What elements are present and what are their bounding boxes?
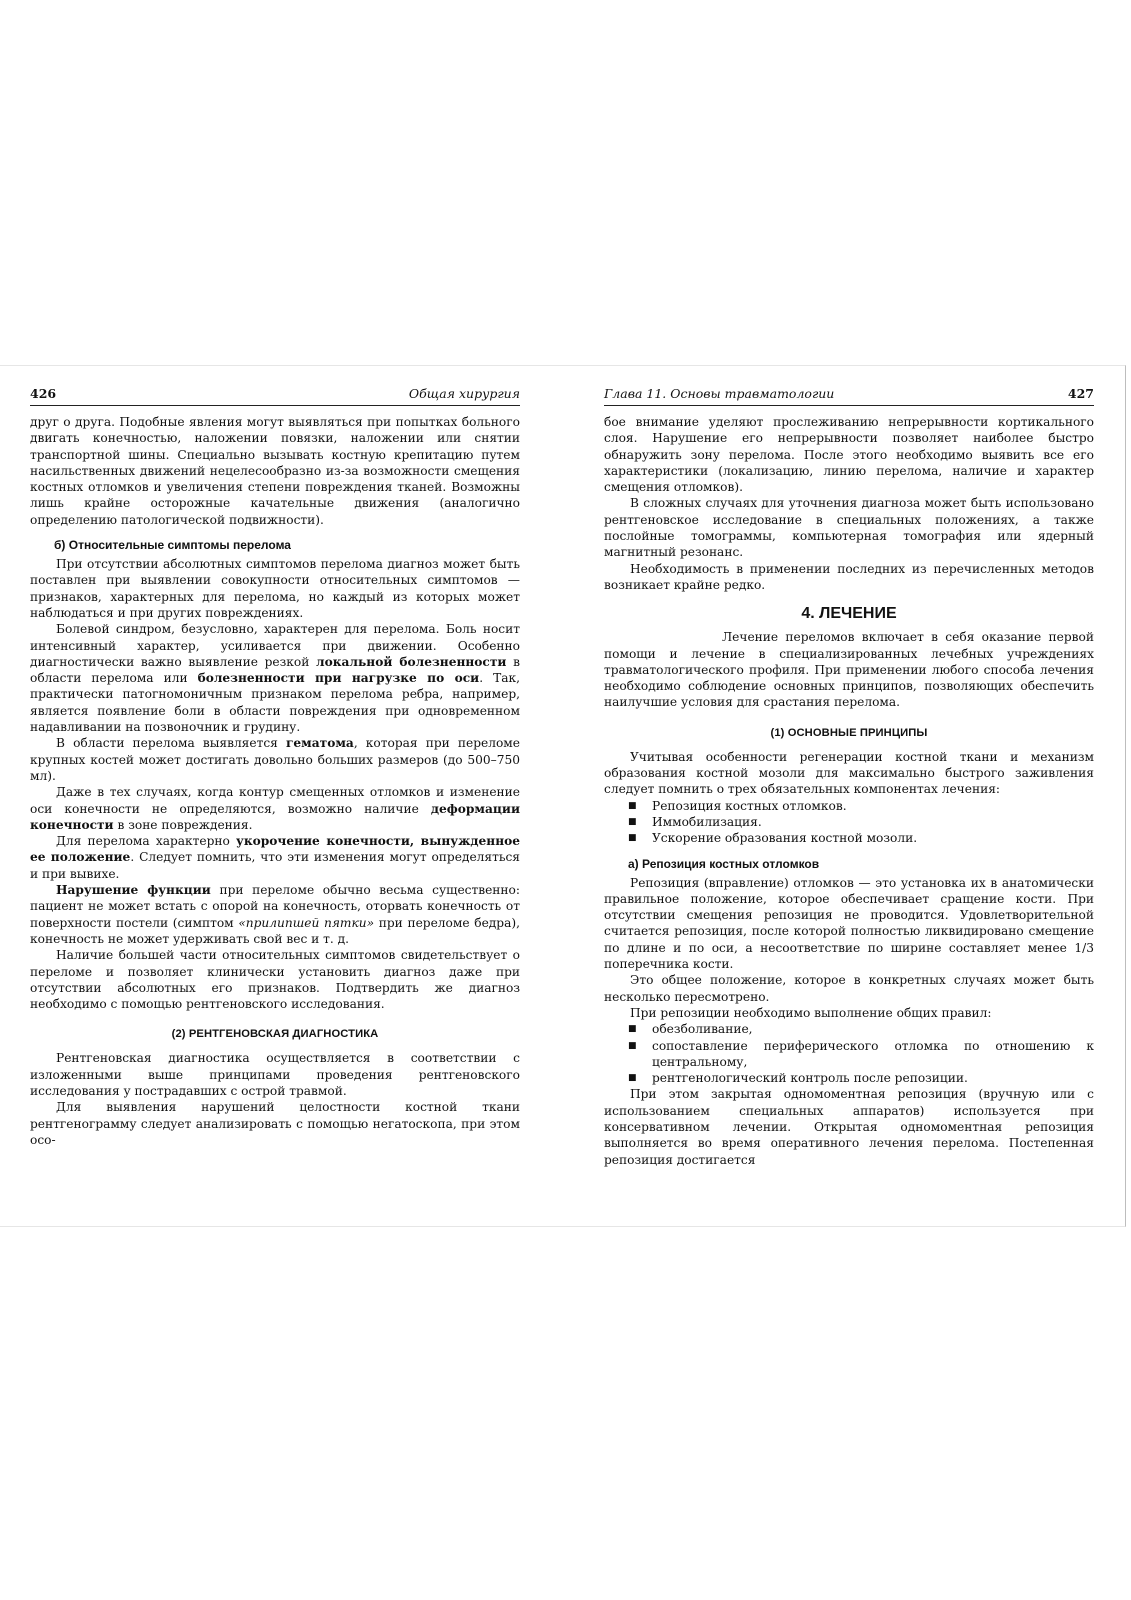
bullet-list [604, 798, 1094, 847]
bullet-icon: ■ [628, 800, 637, 811]
section-subheading: (2) РЕНТГЕНОВСКАЯ ДИАГНОСТИКА [171, 1028, 379, 1041]
paragraph: Учитывая особенности регенерации костной ткани и механизм образования костной мозоли для максимально быстрого заживления следует помнить о трех обязательных компонентах лечения: [604, 749, 1094, 797]
paragraph: Необходимость в применении последних из перечисленных методов возникает крайне редко. [604, 561, 1094, 592]
paragraph: Это общее положение, которое в конкретных случаях может быть несколько пересмотрено. [604, 973, 1094, 1004]
right-running-title: Глава 11. Основы травматологии [604, 386, 835, 401]
paragraph: Для выявления нарушений целостности костной ткани рентгенограмму следует анализировать с помощью негатоскопа, при этом осо- [30, 1100, 520, 1147]
right-page-number: 427 [1067, 386, 1094, 401]
bullet-icon: ■ [628, 816, 637, 827]
paragraph: При отсутствии абсолютных симптомов перелома диагноз может быть поставлен при выявлении совокупности относительных симптомов — признаков, характерных для перелома, но каждый из которых может наблюдаться и при других повреждениях. [30, 557, 520, 620]
right-running-head [604, 386, 1094, 406]
paragraph: бое внимание уделяют прослеживанию непрерывности кортикального слоя. Нарушение его непрерывности позволяет наиболее быстро обнаружить зону перелома. После этого необходимо выявить все его характеристики (локализацию, линию перелома, наличие и характер смещения отломков). [604, 415, 1094, 495]
left-running-title: Общая хирургия [408, 386, 520, 401]
left-running-head [30, 386, 520, 406]
paragraph: Репозиция (вправление) отломков — это установка их в анатомически правильное положение, которое обеспечивает сращение кости. При отсутствии смещения репозиция не проводится. Удовлетворительной считается репозиция, после которой полностью ликвидировано смещение по длине и по оси, а несоответствие по ширине составляет менее 1/3 поперечника кости. [604, 875, 1094, 972]
subheading: а) Репозиция костных отломков [628, 856, 820, 871]
paragraph: При этом закрытая одномоментная репозиция (вручную или с использованием специальных аппаратов) используется при консервативном лечении. Открытая одномоментная репозиция выполняется во время оперативного лечения перелома. Постепенная репозиция достигается [604, 1087, 1094, 1167]
bullet-icon: ■ [628, 1024, 637, 1035]
book-spread [0, 365, 1126, 1227]
paragraph: Даже в тех случаях, когда контур смещенных отломков и изменение оси конечности не определяются, возможно наличие деформации конечности в зоне повреждения. [30, 785, 520, 832]
list-item: ■ обезболивание, [628, 1022, 753, 1037]
paragraph: друг о друга. Подобные явления могут выявляться при попытках больного двигать конечностью, наложении повязки, наложении или снятии транспортной шины. Специально вызывать костную крепитацию путем насильственных движений нецелесообразно из-за возможности смещения костных отломков и увеличения степени повреждения тканей. Возможны лишь крайне осторожные качательные движения (аналогично определению патологической подвижности). [30, 415, 520, 527]
paragraph: В сложных случаях для уточнения диагноза может быть использовано рентгеновское исследование в специальных положениях, а также послойные томограммы, компьютерная томография или ядерный магнитный резонанс. [604, 496, 1094, 560]
bullet-icon: ■ [628, 833, 637, 844]
bullet-icon: ■ [628, 1073, 637, 1084]
list-item: ■ сопоставление периферического отломка по отношению к центральному, [628, 1038, 1094, 1069]
left-page-number: 426 [30, 386, 57, 401]
list-item: ■ Иммобилизация. [628, 814, 762, 829]
list-item: ■ Ускорение образования костной мозоли. [628, 831, 918, 846]
section-subheading: (1) ОСНОВНЫЕ ПРИНЦИПЫ [770, 726, 928, 739]
paragraph: Лечение переломов включает в себя оказание первой помощи и лечение в специализированных лечебных учреждениях травматологического профиля. При применении любого способа лечения необходимо соблюдение основных принципов, позволяющих обеспечить наилучшие условия для срастания перелома. [604, 630, 1094, 710]
section-heading: 4. ЛЕЧЕНИЕ [801, 605, 897, 623]
paragraph: В области перелома выявляется гематома, которая при переломе крупных костей может достигать довольно больших размеров (до 500–750 мл). [30, 736, 520, 783]
paragraph: Для перелома характерно укорочение конечности, вынужденное ее положение. Следует помнить, что эти изменения могут определяться и при вывихе. [30, 834, 520, 881]
paragraph: Болевой синдром, безусловно, характерен для перелома. Боль носит интенсивный характер, усиливается при движении. Особенно диагностически важно выявление резкой локальной болезненности в области перелома или болезненности при нагрузке по оси. Так, практически патогномоничным признаком перелома ребра, например, является появление боли в области повреждения при одновременном надавливании на позвоночник и грудину. [30, 622, 520, 735]
paragraph: Рентгеновская диагностика осуществляется в соответствии с изложенными выше принципами проведения рентгеновского исследования у пострадавших с острой травмой. [30, 1051, 520, 1098]
bullet-list [604, 1021, 1094, 1086]
list-item: ■ Репозиция костных отломков. [628, 798, 847, 813]
list-item: ■ рентгенологический контроль после репозиции. [628, 1071, 968, 1086]
subheading: б) Относительные симптомы перелома [54, 538, 291, 553]
bullet-icon: ■ [628, 1040, 637, 1051]
paragraph: При репозиции необходимо выполнение общих правил: [630, 1005, 992, 1020]
paragraph: Наличие большей части относительных симптомов свидетельствует о переломе и позволяет клинически установить диагноз даже при отсутствии абсолютных его признаков. Подтвердить же диагноз необходимо с помощью рентгеновского исследования. [30, 948, 520, 1012]
paragraph: Нарушение функции при переломе обычно весьма существенно: пациент не может встать с опорой на конечность, оторвать конечность от поверхности постели (симптом «прилипшей пятки» при переломе бедра), конечность не может удерживать свой вес и т. д. [30, 883, 520, 946]
right-page [604, 386, 1094, 1168]
left-page [30, 386, 520, 1148]
